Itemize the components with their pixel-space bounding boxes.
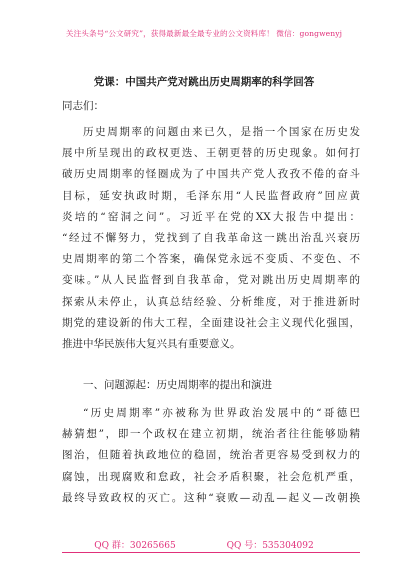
paragraph-line: “历史周期率”亦被称为世界政治发展中的“哥德巴: [83, 407, 360, 419]
paragraph-line: 图治，但随着执政地位的稳固，统治者更容易受到权力的: [62, 449, 360, 462]
paragraph-line: 展中所呈现出的政权更迭、王朝更替的历史现象。如何打: [62, 147, 360, 160]
paragraph-line: 推进中华民族伟大复兴具有重要意义。: [62, 337, 241, 350]
paragraph-line: 期党的建设新的伟大工程，全面建设社会主义现代化强国，: [62, 316, 360, 329]
footer-qq-group: QQ 群：30265665: [94, 541, 176, 551]
document-title: 党课：中国共产党对跳出历史周期率的科学回答: [93, 76, 315, 88]
paragraph-line: 探索从未停止，认真总结经验、分析维度，对于推进新时: [62, 295, 360, 308]
paragraph-history: [62, 403, 360, 509]
footer-contact: [0, 538, 408, 551]
paragraph-line: 变味。”从人民监督到自我革命，党对跳出历史周期率的: [62, 274, 360, 287]
paragraph-line: 腐蚀，出现腐败和怠政，社会矛盾积聚，社会危机严重，: [62, 470, 360, 483]
paragraph-line: 历史周期率的问题由来已久，是指一个国家在历史发: [83, 126, 360, 138]
paragraph-line: “经过不懈努力，党找到了自我革命这一跳出治乱兴衰历: [62, 231, 360, 244]
footer-qq-number: QQ 号：535304092: [226, 541, 314, 551]
paragraph-line: 赫猜想”，即一个政权在建立初期，统治者往往能够励精: [62, 428, 360, 441]
paragraph-line: 炎培的“窑洞之问”。习近平在党的XX大报告中提出：: [62, 210, 360, 223]
salutation: 同志们：: [62, 100, 104, 112]
paragraph-line: 最终导致政权的灭亡。这种“衰败—动乱—起义—改朝换: [62, 491, 360, 504]
section-heading: 一、问题源起：历史周期率的提出和演进: [83, 379, 272, 391]
paragraph-intro: [62, 122, 360, 355]
footer-divider: [62, 552, 360, 553]
paragraph-line: 史周期率的第二个答案，确保党永远不变质、不变色、不: [62, 253, 360, 266]
paragraph-line: 破历史周期率的怪圈成为了中国共产党人孜孜不倦的奋斗: [62, 168, 360, 181]
header-banner: 关注头条号“公文研究”，获得最新最全最专业的公文资料库！ 微信：gongwenyj: [65, 29, 343, 38]
paragraph-line: 目标，延安执政时期，毛泽东用“人民监督政府”回应黄: [62, 189, 360, 202]
